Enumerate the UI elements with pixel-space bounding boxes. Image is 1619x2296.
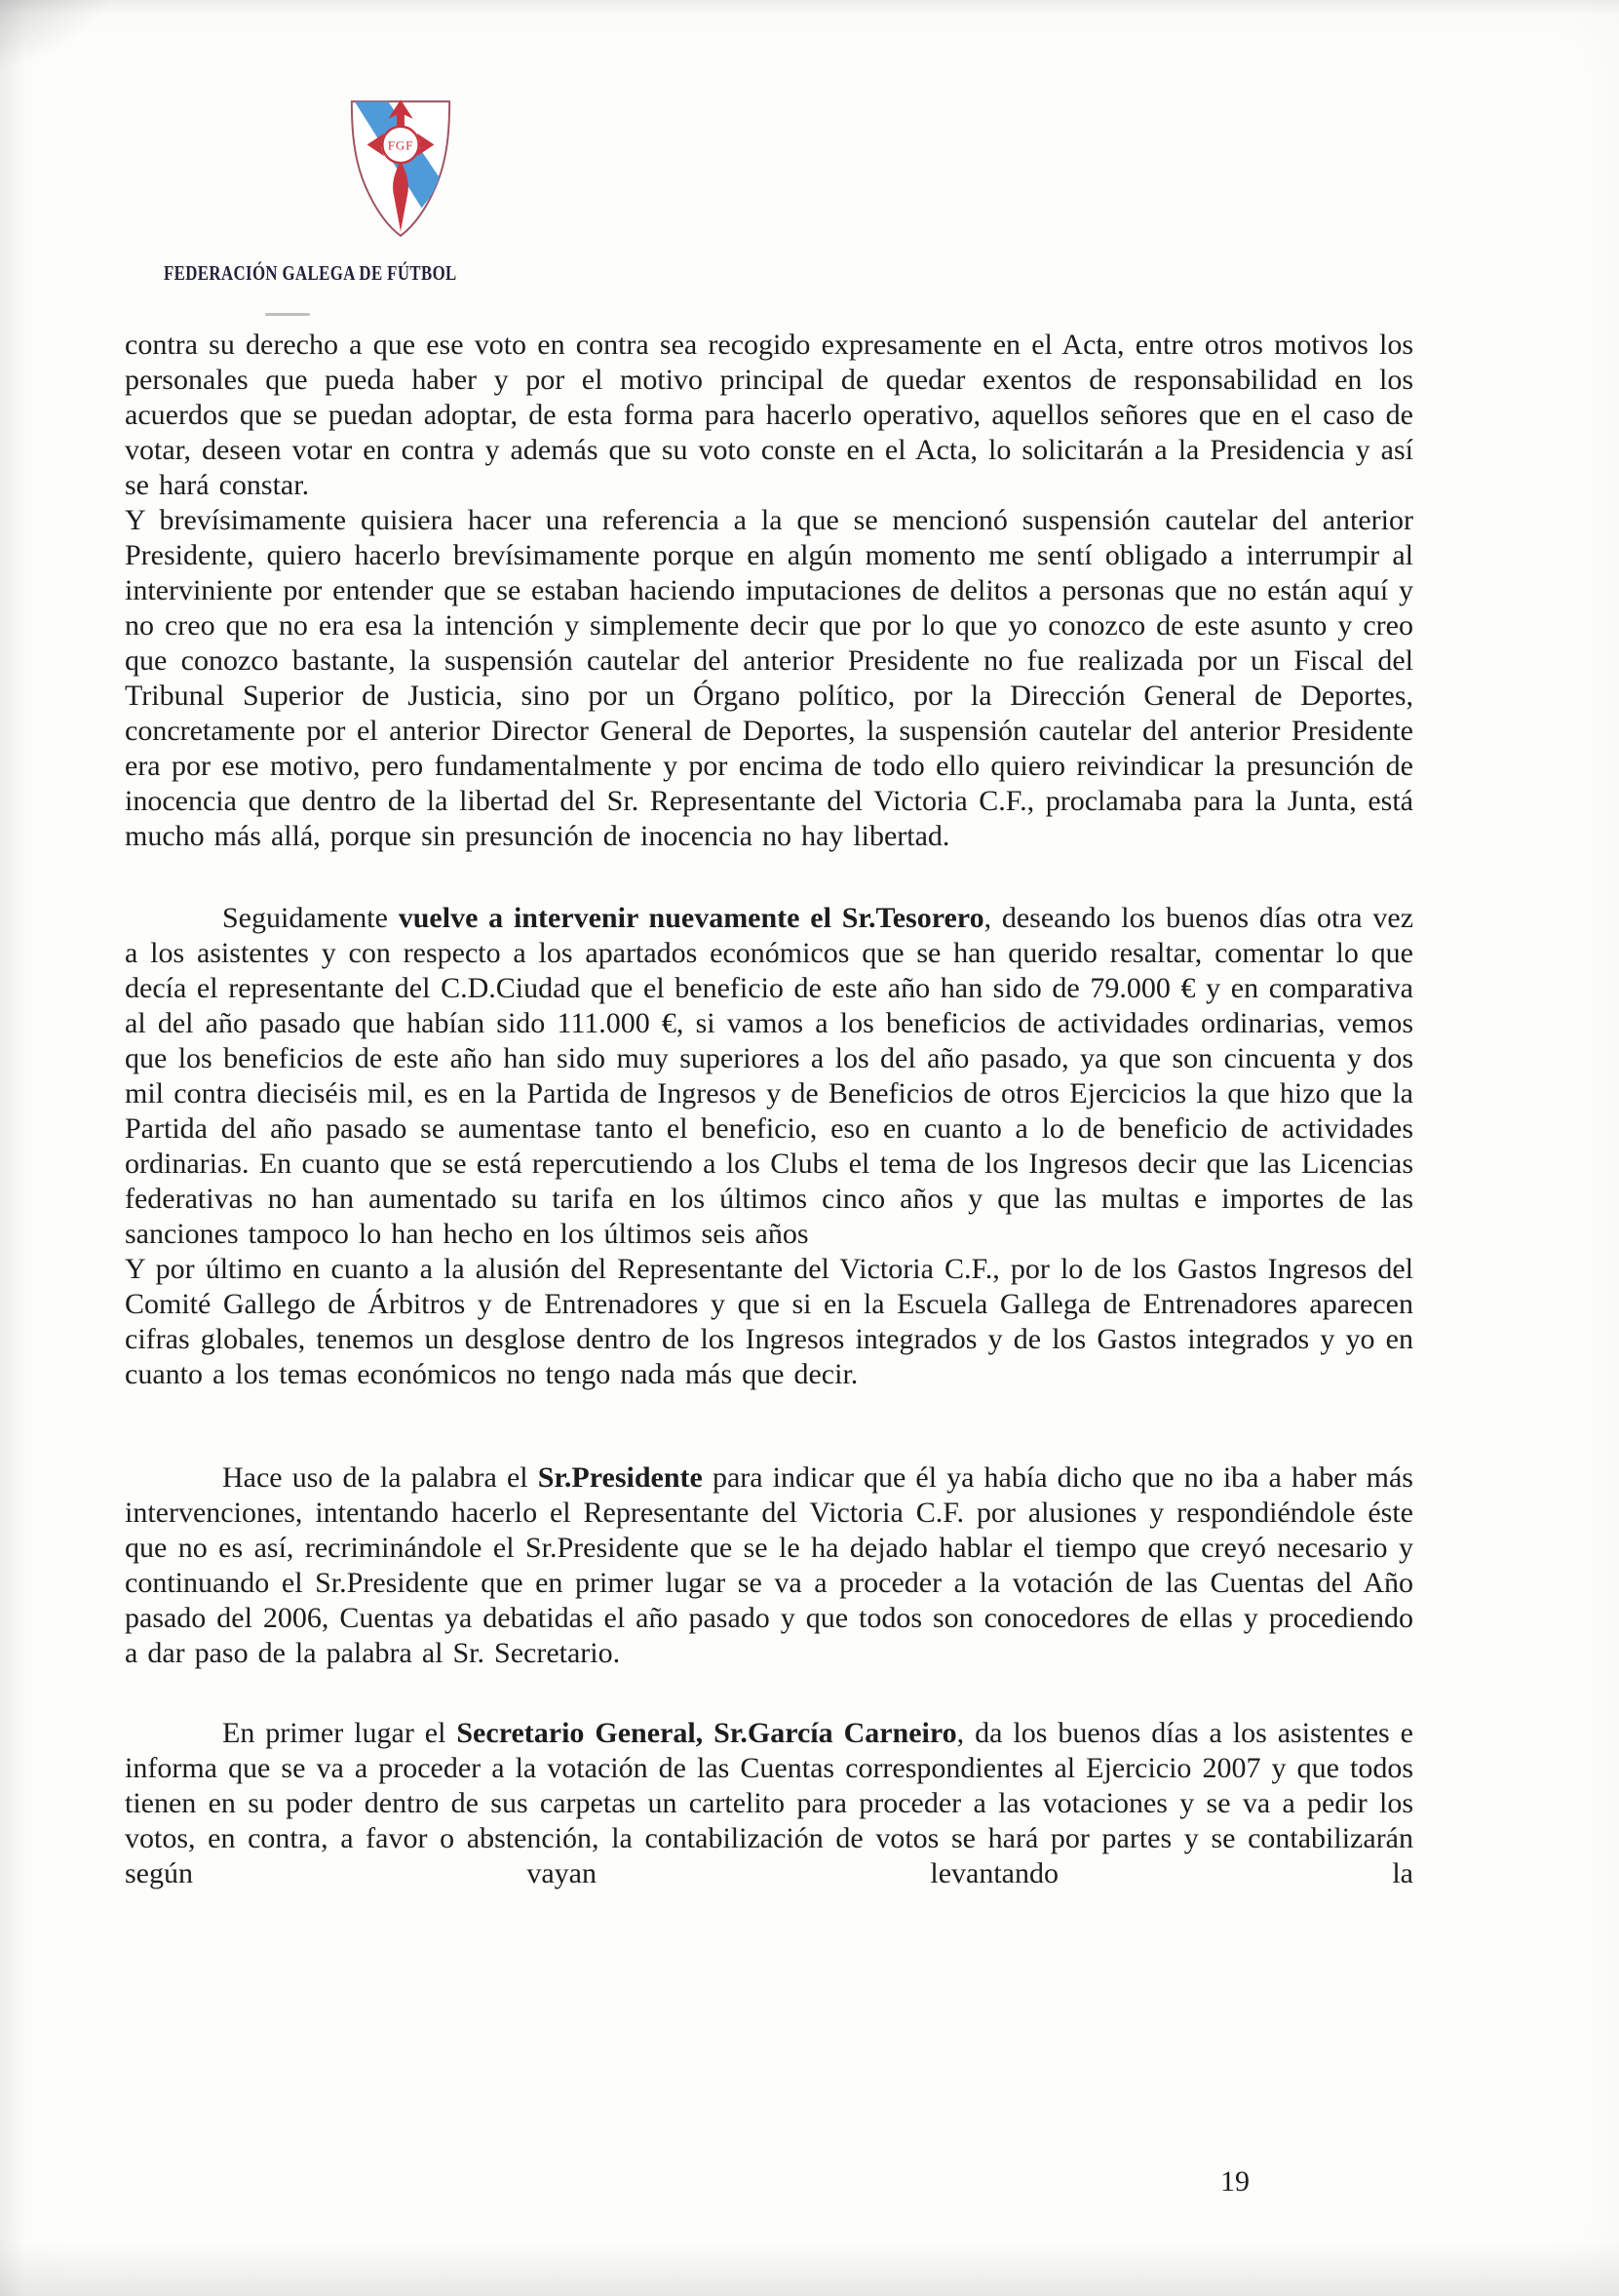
paragraph (125, 1716, 1413, 1891)
text-segment: Hace uso de la palabra el (222, 1461, 538, 1494)
paragraph (125, 1252, 1413, 1392)
text-segment: , da los buenos días a los asistentes e informa que se va a proceder a la votación de las Cuentas correspondientes al Ejercicio 2007 y que todos tienen en su poder dentro de sus carpetas un cartelito para proceder a las votaciones y se va a pedir los votos, en contra, a favor o abstención, la contabilización de votos se hará por partes y se contabilizarán según vayan levantando la (125, 1717, 1413, 1889)
bold-text-segment: Sr.Presidente (537, 1461, 703, 1494)
logo-initials: FGF (387, 138, 414, 153)
text-segment: Y por último en cuanto a la alusión del Representante del Victoria C.F., por lo de los Gastos Ingresos del Comité Gallego de Árbitros y de Entrenadores y que si en la Escuela Gallega de Entrenadores aparecen cifras globales, tenemos un desglose dentro de los Ingresos integrados y de los Gastos integrados y yo en cuanto a los temas económicos no tengo nada más que decir. (125, 1253, 1413, 1390)
document-body (125, 328, 1413, 1891)
fgf-shield-logo (343, 94, 458, 244)
text-segment: para indicar que él ya había dicho que no iba a haber más intervenciones, intentando hacerlo el Representante del Victoria C.F. por alusiones y respondiéndole éste que no es así, recriminándole el Sr.Presidente que se le ha dejado hablar el tiempo que creyó necesario y continuando el Sr.Presidente que en primer lugar se va a proceder a la votación de las Cuentas del Año pasado del 2006, Cuentas ya debatidas el año pasado y que todos son conocedores de ellas y procediendo a dar paso de la palabra al Sr. Secretario. (125, 1461, 1413, 1669)
paragraph (125, 901, 1413, 1252)
text-segment: Y brevísimamente quisiera hacer una referencia a la que se mencionó suspensión cautelar del anterior Presidente, quiero hacerlo brevísimamente porque en algún momento me sentí obligado a interrumpir al interviniente por entender que se estaban haciendo imputaciones de delitos a personas que no están aquí y no creo que no era esa la intención y simplemente decir que por lo que yo conozco de este asunto y creo que conozco bastante, la suspensión cautelar del anterior Presidente no fue realizada por un Fiscal del Tribunal Superior de Justicia, sino por un Órgano político, por la Dirección General de Deportes, concretamente por el anterior Director General de Deportes, la suspensión cautelar del anterior Presidente era por ese motivo, pero fundamentalmente y por encima de todo ello quiero reivindicar la presunción de inocencia que dentro de la libertad del Sr. Representante del Victoria C.F., proclamaba para la Junta, está mucho más allá, porque sin presunción de inocencia no hay libertad. (125, 504, 1413, 852)
paragraph (125, 1460, 1413, 1671)
page-number: 19 (1220, 2165, 1250, 2198)
text-segment: , deseando los buenos días otra vez a los asistentes y con respecto a los apartados económicos que se han querido resaltar, comentar lo que decía el representante del C.D.Ciudad que el beneficio de este año han sido de 79.000 € y en comparativa al del año pasado que habían sido 111.000 €, si vamos a los beneficios de actividades ordinarias, vemos que los beneficios de este año han sido muy superiores a los del año pasado, ya que son cincuenta y dos mil contra dieciséis mil, es en la Partida de Ingresos y de Beneficios de otros Ejercicios la que hizo que la Partida del año pasado se aumentase tanto el beneficio, eso en cuanto a lo de beneficio de actividades ordinarias. En cuanto que se está repercutiendo a los Clubs el tema de los Ingresos decir que las Licencias federativas no han aumentado su tarifa en los últimos cinco años y que las multas e importes de las sanciones tampoco lo han hecho en los últimos seis años (125, 902, 1414, 1250)
bold-text-segment: Secretario General, Sr.García Carneiro (456, 1717, 957, 1749)
paragraph (125, 503, 1413, 854)
paragraph (125, 328, 1413, 503)
header-underline-mark (265, 313, 310, 316)
text-segment: Seguidamente (222, 902, 399, 934)
text-segment: contra su derecho a que ese voto en contra sea recogido expresamente en el Acta, entre otros motivos los personales que pueda haber y por el motivo principal de quedar exentos de responsabilidad en los acuerdos que se puedan adoptar, de esta forma para hacerlo operativo, aquellos señores que en el caso de votar, deseen votar en contra y además que su voto conste en el Acta, lo solicitarán a la Presidencia y así se hará constar. (125, 329, 1413, 501)
text-segment: En primer lugar el (222, 1717, 457, 1749)
bold-text-segment: vuelve a intervenir nuevamente el Sr.Tesorero (398, 902, 984, 934)
org-title: FEDERACIÓN GALEGA DE FÚTBOL (164, 261, 457, 285)
